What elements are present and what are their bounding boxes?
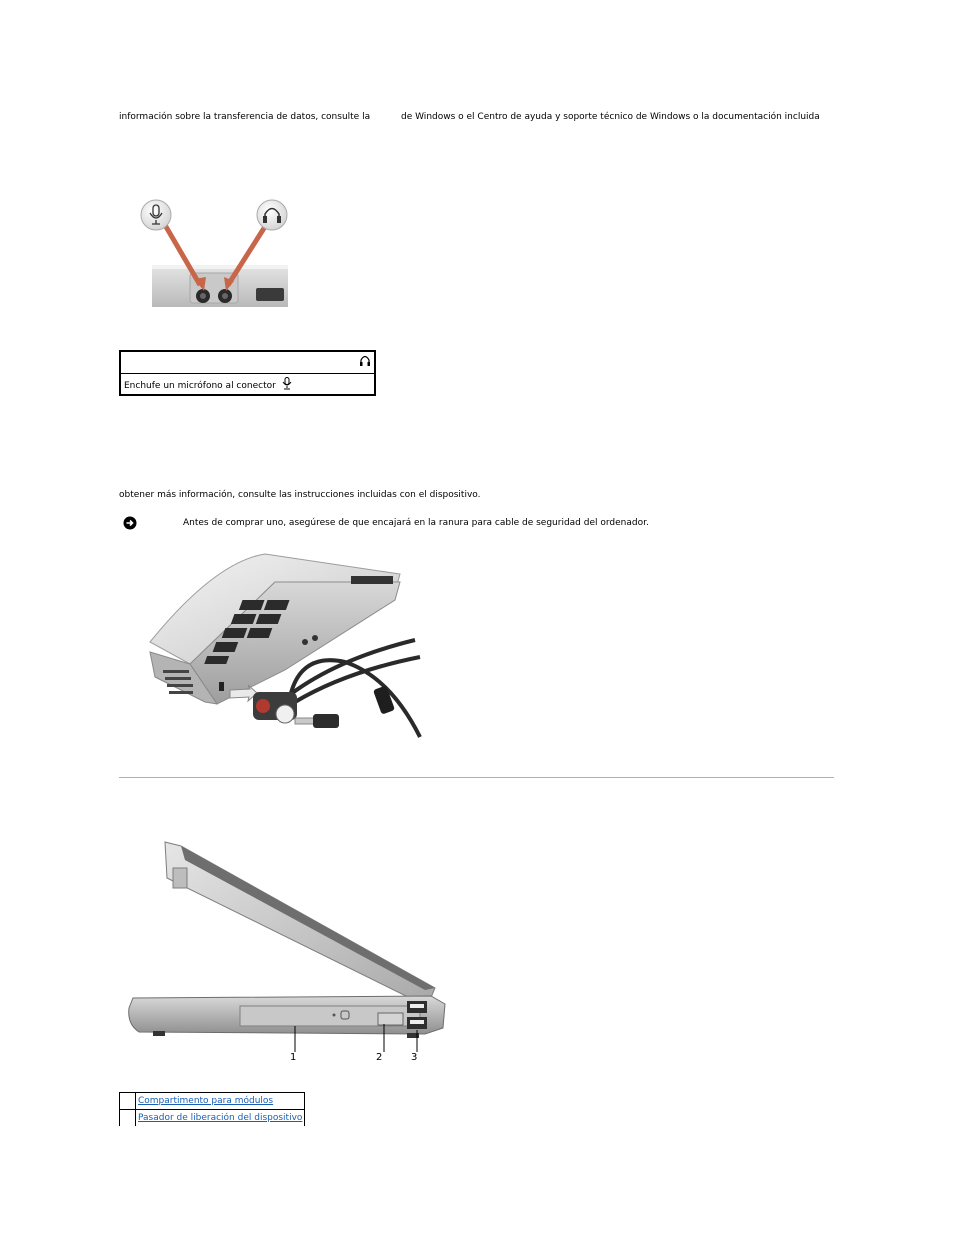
security-cable-illustration xyxy=(145,552,425,744)
table-row xyxy=(120,1093,305,1110)
microphone-instruction: Enchufe un micrófono al conector xyxy=(124,380,276,391)
audio-connector-table xyxy=(119,350,376,396)
table-row-headphone xyxy=(120,351,375,373)
callout-3: 3 xyxy=(411,1052,418,1063)
notice-icon xyxy=(123,516,137,530)
section-divider xyxy=(119,777,834,778)
microphone-icon xyxy=(282,377,292,390)
table-row-microphone xyxy=(120,373,375,395)
security-intro: obtener más información, consulte las instrucciones incluidas con el dispositivo. xyxy=(119,490,481,500)
audio-connectors-illustration xyxy=(138,195,290,310)
callout-2: 2 xyxy=(376,1052,383,1063)
callout-1: 1 xyxy=(290,1052,297,1063)
parts-table xyxy=(119,1092,305,1126)
audio-intro-left: información sobre la transferencia de datos, consulte la xyxy=(119,112,371,122)
table-row xyxy=(120,1110,305,1127)
headphone-icon xyxy=(359,354,371,367)
link-module-bay[interactable]: Compartimento para módulos xyxy=(138,1096,274,1106)
part-number xyxy=(120,1093,136,1110)
notice-text: Antes de comprar uno, asegúrese de que encajará en la ranura para cable de seguridad del ordenador. xyxy=(183,518,649,528)
audio-intro-right: de Windows o el Centro de ayuda y soporte técnico de Windows o la documentación incluida xyxy=(401,112,820,122)
part-number xyxy=(120,1110,136,1127)
link-device-release-latch[interactable]: Pasador de liberación del dispositivo xyxy=(138,1113,303,1123)
right-side-view-illustration xyxy=(125,838,455,1056)
